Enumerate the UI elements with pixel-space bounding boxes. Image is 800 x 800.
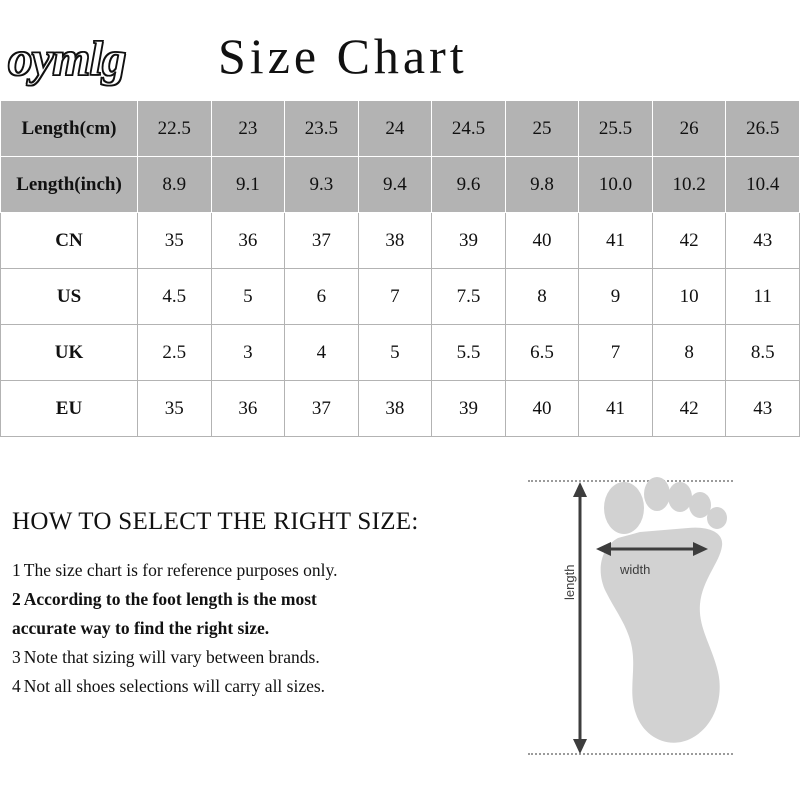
table-cell: 8 [652, 325, 726, 381]
size-chart-table-wrapper [0, 100, 800, 437]
table-row [1, 325, 800, 381]
size-chart-table [0, 100, 800, 437]
table-cell: 11 [726, 269, 800, 325]
table-cell: 24 [358, 101, 432, 157]
table-cell: 5 [211, 269, 285, 325]
how-to-item-text: The size chart is for reference purposes only. [23, 560, 338, 580]
table-cell: 5 [358, 325, 432, 381]
table-cell: 41 [579, 213, 653, 269]
table-cell: 38 [358, 213, 432, 269]
page-title: Size Chart [218, 28, 468, 84]
table-row [1, 381, 800, 437]
how-to-item-number: 4 [12, 676, 21, 696]
how-to-item-text: accurate way to find the right size. [12, 618, 270, 638]
footprint-icon [588, 476, 738, 761]
how-to-item [12, 587, 482, 612]
table-cell: 9.6 [432, 157, 506, 213]
how-to-item [12, 674, 482, 699]
table-row [1, 157, 800, 213]
table-cell: 7 [358, 269, 432, 325]
row-header: US [1, 269, 138, 325]
width-label: width [620, 562, 651, 577]
table-cell: 42 [652, 381, 726, 437]
table-cell: 2.5 [138, 325, 212, 381]
table-cell: 37 [285, 213, 359, 269]
table-cell: 9 [579, 269, 653, 325]
table-row [1, 101, 800, 157]
row-header: Length(inch) [1, 157, 138, 213]
table-cell: 43 [726, 213, 800, 269]
width-arrow-icon [596, 542, 708, 556]
table-cell: 42 [652, 213, 726, 269]
table-cell: 25.5 [579, 101, 653, 157]
length-arrow-icon [573, 482, 587, 754]
table-cell: 9.8 [505, 157, 579, 213]
how-to-select-section [12, 508, 482, 703]
brand-logo: oymlg [8, 31, 126, 86]
table-cell: 10.4 [726, 157, 800, 213]
table-cell: 10.0 [579, 157, 653, 213]
row-header: CN [1, 213, 138, 269]
table-cell: 38 [358, 381, 432, 437]
table-cell: 4 [285, 325, 359, 381]
how-to-item-number: 2 [12, 589, 21, 609]
foot-measurement-diagram [520, 468, 790, 768]
table-cell: 40 [505, 213, 579, 269]
page-header [0, 18, 800, 84]
table-cell: 23 [211, 101, 285, 157]
table-cell: 7 [579, 325, 653, 381]
how-to-item [12, 645, 482, 670]
table-cell: 6 [285, 269, 359, 325]
how-to-item-text: Note that sizing will vary between brands. [23, 647, 320, 667]
how-to-item-number: 3 [12, 647, 21, 667]
table-cell: 40 [505, 381, 579, 437]
table-cell: 4.5 [138, 269, 212, 325]
table-cell: 41 [579, 381, 653, 437]
row-header: EU [1, 381, 138, 437]
table-row [1, 213, 800, 269]
table-cell: 7.5 [432, 269, 506, 325]
table-cell: 9.1 [211, 157, 285, 213]
table-cell: 23.5 [285, 101, 359, 157]
table-row [1, 269, 800, 325]
table-cell: 9.4 [358, 157, 432, 213]
how-to-select-heading: HOW TO SELECT THE RIGHT SIZE: [12, 508, 419, 535]
table-cell: 35 [138, 381, 212, 437]
table-cell: 9.3 [285, 157, 359, 213]
table-cell: 8 [505, 269, 579, 325]
table-cell: 10 [652, 269, 726, 325]
table-cell: 6.5 [505, 325, 579, 381]
table-cell: 5.5 [432, 325, 506, 381]
how-to-item [12, 558, 482, 583]
how-to-item-number: 1 [12, 560, 21, 580]
table-cell: 22.5 [138, 101, 212, 157]
table-cell: 36 [211, 381, 285, 437]
length-label: length [562, 564, 577, 600]
size-chart-body [1, 101, 800, 437]
table-cell: 8.9 [138, 157, 212, 213]
row-header: UK [1, 325, 138, 381]
how-to-item-text: According to the foot length is the most [23, 589, 317, 609]
table-cell: 24.5 [432, 101, 506, 157]
table-cell: 8.5 [726, 325, 800, 381]
how-to-item-text: Not all shoes selections will carry all sizes. [23, 676, 326, 696]
table-cell: 26 [652, 101, 726, 157]
table-cell: 35 [138, 213, 212, 269]
table-cell: 3 [211, 325, 285, 381]
table-cell: 10.2 [652, 157, 726, 213]
table-cell: 43 [726, 381, 800, 437]
table-cell: 39 [432, 213, 506, 269]
how-to-item-continuation [12, 616, 482, 641]
table-cell: 37 [285, 381, 359, 437]
table-cell: 39 [432, 381, 506, 437]
row-header: Length(cm) [1, 101, 138, 157]
table-cell: 36 [211, 213, 285, 269]
table-cell: 25 [505, 101, 579, 157]
table-cell: 26.5 [726, 101, 800, 157]
